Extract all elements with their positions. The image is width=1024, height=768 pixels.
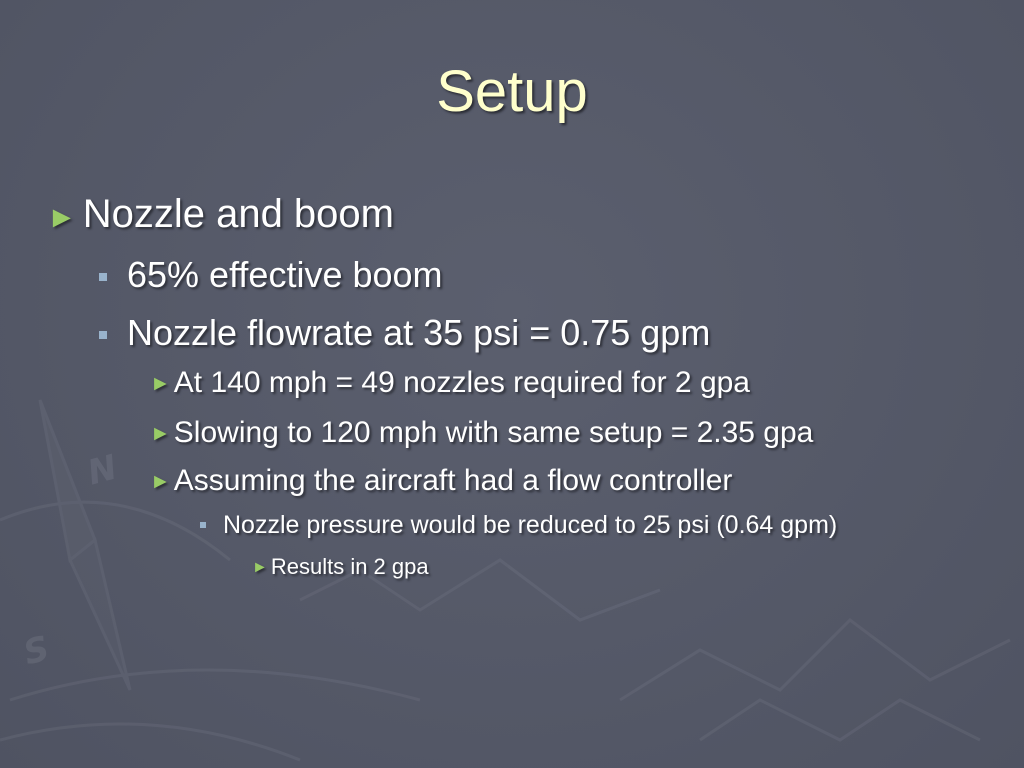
bullet-nozzles-required — [150, 366, 750, 400]
bullet-results — [252, 554, 429, 580]
bullet-nozzle-and-boom — [47, 192, 394, 237]
bullet-text: Nozzle and boom — [82, 192, 394, 236]
bullet-text: Nozzle flowrate at 35 psi = 0.75 gpm — [127, 312, 711, 353]
bullet-flow-controller — [150, 464, 732, 498]
bullet-nozzle-pressure — [200, 511, 837, 540]
bullet-nozzle-flowrate — [99, 312, 710, 354]
square-bullet-icon — [99, 331, 107, 339]
triangle-bullet-icon: ► — [252, 559, 268, 576]
bullet-text: Results in 2 gpa — [270, 554, 429, 579]
square-bullet-icon — [99, 273, 107, 281]
slide-title: Setup — [436, 59, 588, 124]
compass-letter-s: S — [19, 628, 54, 674]
compass-letter-n: N — [83, 447, 122, 494]
triangle-bullet-icon: ► — [150, 470, 171, 493]
bullet-text: Assuming the aircraft had a flow controller — [173, 464, 733, 497]
bullet-text: Nozzle pressure would be reduced to 25 psi (0.64 gpm) — [223, 511, 838, 539]
triangle-bullet-icon: ► — [150, 372, 171, 395]
bullet-text: 65% effective boom — [127, 254, 443, 295]
square-bullet-icon — [200, 522, 206, 528]
bullet-slowing — [150, 416, 813, 450]
triangle-bullet-icon: ► — [47, 201, 77, 234]
triangle-bullet-icon: ► — [150, 422, 171, 445]
bullet-text: At 140 mph = 49 nozzles required for 2 gpa — [173, 366, 750, 399]
bullet-text: Slowing to 120 mph with same setup = 2.35 gpa — [173, 416, 814, 449]
bullet-effective-boom — [99, 254, 443, 296]
